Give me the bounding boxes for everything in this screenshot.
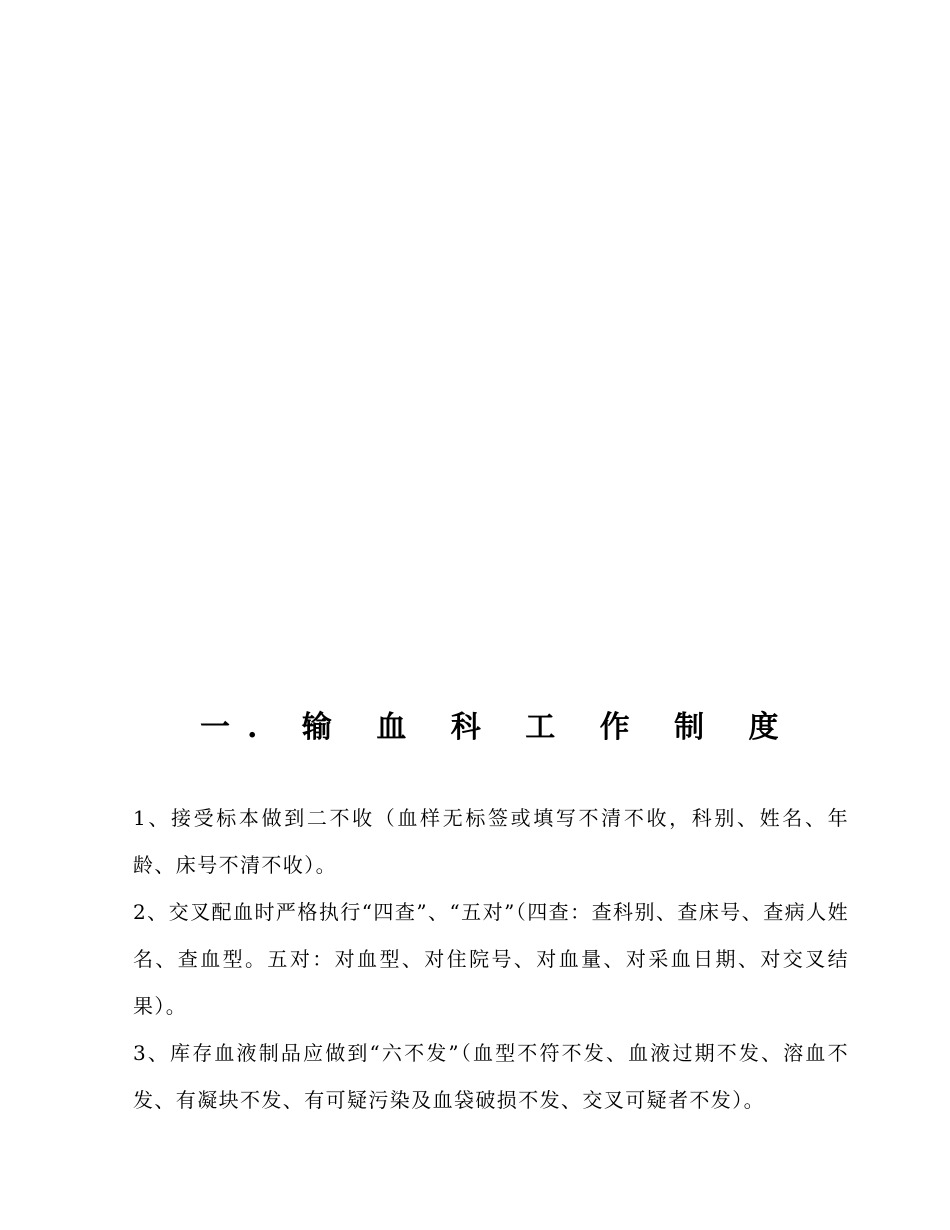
- document-title: 一. 输 血 科 工 作 制 度: [200, 710, 796, 745]
- rule-item-1: 1、接受标本做到二不收（血样无标签或填写不清不收，科别、姓名、年龄、床号不清不收）。: [133, 806, 849, 877]
- rules-list: [133, 795, 849, 1124]
- rule-item-2: 2、交叉配血时严格执行“四查”、“五对”（四查：查科别、查床号、查病人姓名、查血型。五对：对血型、对住院号、对血量、对采血日期、对交叉结果）。: [133, 900, 849, 1018]
- rule-item-3: 3、库存血液制品应做到“六不发”（血型不符不发、血液过期不发、溶血不发、有凝块不发、有可疑污染及血袋破损不发、交叉可疑者不发）。: [133, 1041, 849, 1112]
